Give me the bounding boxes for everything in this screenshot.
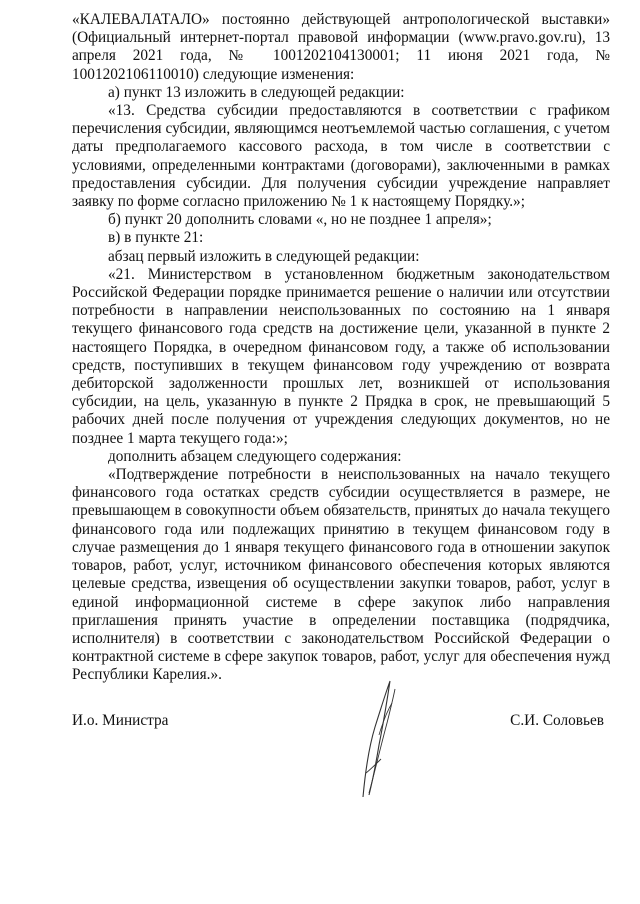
paragraph-first-abzac: абзац первый изложить в следующей редакции: — [108, 247, 420, 265]
paragraph-item-b: б) пункт 20 дополнить словами «, но не позднее 1 апреля»; — [108, 211, 492, 229]
paragraph-point-13: «13. Средства субсидии предоставляются в соответствии с графиком перечисления субсидии, являющимся неотъемлемой частью соглашения, с учетом даты предполагаемого кассового расхода, в том числе в соответствии с условиями, определенными контрактами (договорами), заключенными в рамках предоставления субсидии. Для получения субсидии учреждение направляет заявку по форме согласно приложению № 1 к настоящему Порядку.»; — [72, 102, 610, 211]
signatory-name: С.И. Соловьев — [510, 712, 604, 729]
paragraph-confirmation: «Подтверждение потребности в неиспользованных на начало текущего финансового года остатках средств субсидии осуществляется в размере, не превышающем в совокупности объем обязательств, принятых до начала текущего финансового года или подлежащих принятию в текущем финансовом году в случае размещения до 1 января текущего финансового года в отношении закупок товаров, работ, услуг, источником финансового обеспечения которых являются целевые средства, извещения об осуществлении закупки товаров, работ, услуг в единой информационной системе в сфере закупок либо направления приглашения принять участие в определении поставщика (подрядчика, исполнителя) в соответствии с законодательством Российской Федерации о контрактной системе в сфере закупок товаров, работ, услуг для обеспечения нужд Республики Карелия.». — [72, 466, 610, 684]
paragraph-item-a: а) пункт 13 изложить в следующей редакции: — [108, 83, 405, 101]
signature-block — [72, 712, 610, 732]
paragraph-add-abzac: дополнить абзацем следующего содержания: — [108, 447, 402, 465]
document-body — [72, 11, 610, 685]
signatory-position: И.о. Министра — [72, 712, 169, 729]
paragraph-item-v: в) в пункте 21: — [108, 229, 204, 247]
paragraph-continuation: «КАЛЕВАЛАТАЛО» постоянно действующей антропологической выставки» (Официальный интернет-портал правовой информации (www.pravo.gov.ru), 13 апреля 2021 года, № 1001202104130001; 11 июня 2021 года, № 1001202106110010) следующие изменения: — [72, 11, 610, 83]
handwritten-signature — [335, 675, 415, 805]
paragraph-point-21: «21. Министерством в установленном бюджетным законодательством Российской Федерации порядке принимается решение о наличии или отсутствии потребности в направлении неиспользованных по состоянию на 1 января текущего финансового года средств на достижение цели, указанной в пункте 2 настоящего Порядка, в очередном финансовом году, а также об использовании средств, поступивших в текущем финансовом году учреждению от возврата дебиторской задолженности прошлых лет, возникшей от использования субсидии, на цель, указанную в пункте 2 Прядка в срок, не превышающий 5 рабочих дней после получения от учреждения следующих документов, но не позднее 1 марта текущего года:»; — [72, 265, 610, 447]
